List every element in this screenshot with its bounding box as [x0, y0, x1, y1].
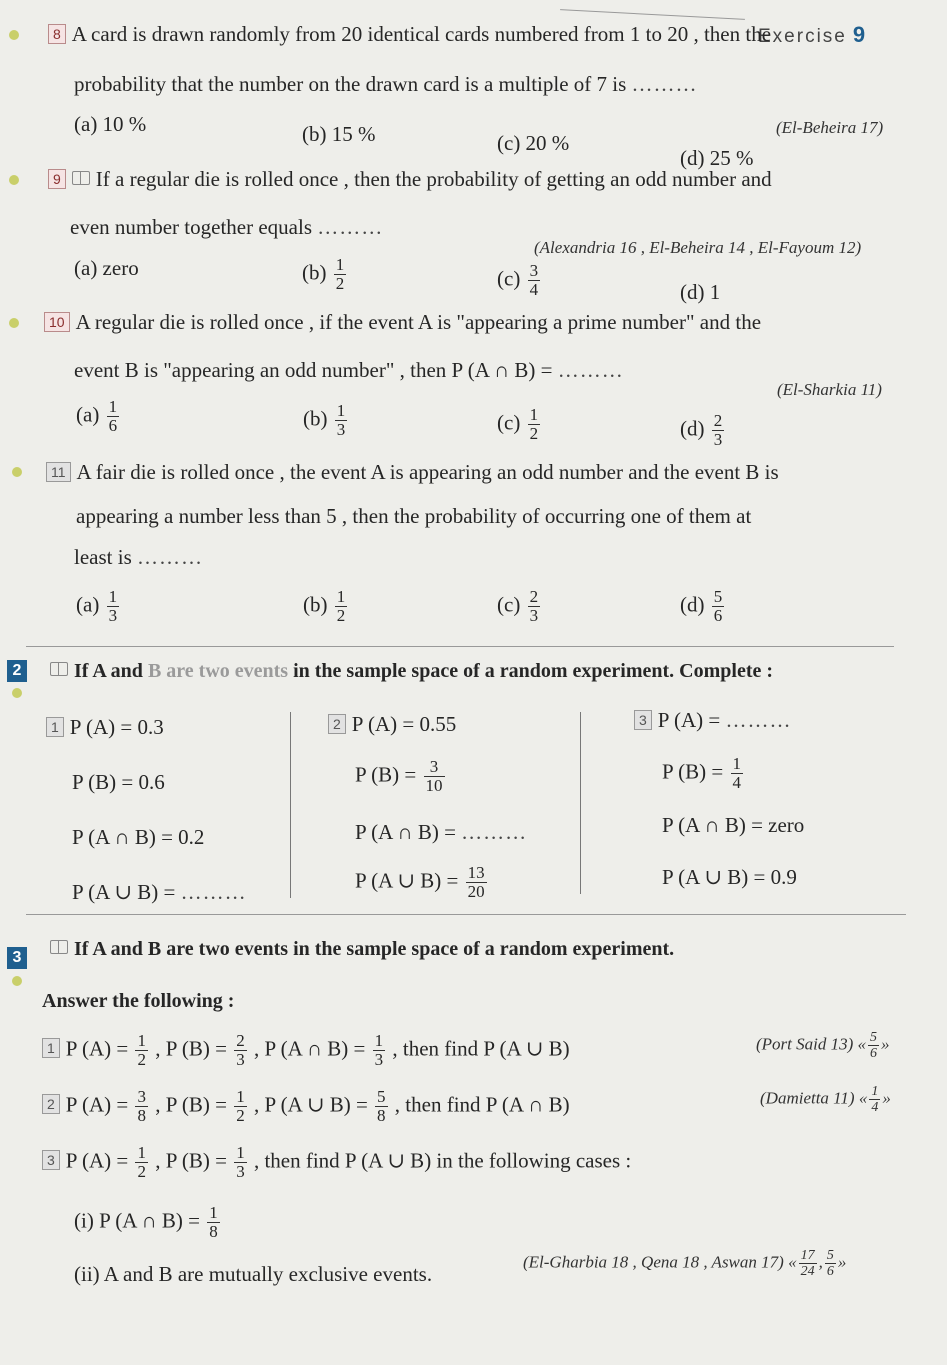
- section-divider: [26, 646, 894, 647]
- option-a: (a) $\frac{1}{6}$: [76, 397, 118, 435]
- section-number: 3: [7, 947, 27, 969]
- option-d: (d) 1: [680, 280, 721, 304]
- source-citation: (El-Sharkia 11): [777, 380, 882, 399]
- q11-line3: least is ………: [74, 545, 203, 569]
- header-rule: [560, 9, 745, 20]
- question-number: 10: [44, 312, 70, 332]
- s2-c2-pab: P (A ∩ B) = ………: [355, 820, 528, 844]
- s2-c1-pab: P (A ∩ B) = 0.2: [72, 825, 205, 849]
- s3-problem-2: 2 P (A) = $\frac{3}{8}$ , P (B) = $\frac{1}{2}$ , P (A ∪ B) = $\frac{5}{8}$ , then find P (A ∩ B): [42, 1088, 570, 1125]
- book-icon: [72, 171, 90, 185]
- item-number: 2: [328, 714, 346, 734]
- s2-c2-pa: 2 P (A) = 0.55: [328, 712, 456, 737]
- section-2-title: If A and B are two events in the sample space of a random experiment. Complete :: [50, 660, 773, 683]
- q8-line2: probability that the number on the drawn card is a multiple of 7 is ………: [74, 72, 698, 96]
- source-citation: (Alexandria 16 , El-Beheira 14 , El-Fayoum 12): [534, 238, 862, 257]
- s3-p2-source: (Damietta 11) « $\frac{1}{4}$ »: [760, 1084, 891, 1115]
- q9-line1: 9 If a regular die is rolled once , then the probability of getting an odd number and: [48, 167, 772, 192]
- exercise-label: Exercise: [758, 26, 847, 47]
- option-c: (c) $\frac{2}{3}$: [497, 587, 539, 625]
- answer-blank: ………: [461, 820, 528, 844]
- column-divider: [580, 712, 581, 894]
- q8-line1: 8 A card is drawn randomly from 20 identical cards numbered from 1 to 20 , then the: [48, 22, 771, 47]
- bullet-dot: [12, 467, 22, 477]
- bullet-dot: [9, 318, 19, 328]
- s3-p3-case-i: (i) P (A ∩ B) = $\frac{1}{8}$: [74, 1203, 218, 1241]
- item-number: 3: [634, 710, 652, 730]
- exercise-heading: [758, 22, 867, 48]
- s2-c2-pb: P (B) = $\frac{3}{10}$: [355, 757, 443, 795]
- book-icon: [50, 940, 68, 954]
- s3-problem-1: 1 P (A) = $\frac{1}{2}$ , P (B) = $\frac{2}{3}$ , P (A ∩ B) = $\frac{1}{3}$ , then find P (A ∪ B): [42, 1032, 570, 1069]
- question-number: 8: [48, 24, 66, 44]
- option-b: (b) 15 %: [302, 122, 376, 146]
- option-b: (b) $\frac{1}{2}$: [302, 255, 345, 293]
- column-divider: [290, 712, 291, 898]
- s2-c2-pub: P (A ∪ B) = $\frac{13}{20}$: [355, 863, 485, 901]
- s3-p1-source: (Port Said 13) « $\frac{5}{6}$ »: [756, 1030, 890, 1061]
- s2-c3-pa: 3 P (A) = ………: [634, 708, 791, 733]
- option-d: (d) $\frac{2}{3}$: [680, 411, 723, 449]
- option-b: (b) $\frac{1}{3}$: [303, 401, 346, 439]
- s2-c3-pab: P (A ∩ B) = zero: [662, 813, 805, 837]
- answer-blank: ………: [631, 72, 698, 96]
- question-number: 11: [46, 462, 71, 482]
- item-number: 3: [42, 1150, 60, 1170]
- s2-c1-pub: P (A ∪ B) = ………: [72, 880, 247, 904]
- item-number: 1: [42, 1038, 60, 1058]
- option-d: (d) $\frac{5}{6}$: [680, 587, 723, 625]
- section-3-title: If A and B are two events in the sample space of a random experiment.: [50, 938, 674, 961]
- s3-p3-source: (El-Gharbia 18 , Qena 18 , Aswan 17) « $\frac{17}{24}$ , $\frac{5}{6}$ »: [523, 1248, 847, 1279]
- q11-line2: appearing a number less than 5 , then the probability of occurring one of them at: [76, 504, 752, 528]
- option-c: (c) $\frac{1}{2}$: [497, 405, 539, 443]
- question-number: 9: [48, 169, 66, 189]
- section-divider: [26, 914, 906, 915]
- answer-blank: ………: [137, 545, 203, 569]
- section-3-subtitle: Answer the following :: [42, 990, 235, 1012]
- option-a: (a) zero: [74, 256, 139, 280]
- exercise-number: 9: [852, 22, 868, 47]
- answer-blank: ………: [557, 358, 624, 382]
- item-number: 1: [46, 717, 64, 737]
- s2-c3-pb: P (B) = $\frac{1}{4}$: [662, 754, 741, 792]
- bullet-dot: [12, 976, 22, 986]
- source-citation: (El-Beheira 17): [776, 118, 884, 137]
- answer-blank: ………: [725, 708, 792, 732]
- q10-line1: 10 A regular die is rolled once , if the event A is "appearing a prime number" and the: [44, 310, 761, 335]
- bullet-dot: [12, 688, 22, 698]
- s2-c3-pub: P (A ∪ B) = 0.9: [662, 865, 797, 889]
- s3-p3-case-ii: (ii) A and B are mutually exclusive events.: [74, 1262, 433, 1286]
- item-number: 2: [42, 1094, 60, 1114]
- q9-line2: even number together equals ………: [70, 215, 384, 239]
- bullet-dot: [9, 175, 19, 185]
- q11-line1: 11 A fair die is rolled once , the event A is appearing an odd number and the event B is: [46, 460, 779, 485]
- answer-blank: ………: [317, 215, 384, 239]
- section-number: 2: [7, 660, 27, 682]
- option-a: (a) 10 %: [74, 112, 147, 136]
- option-c: (c) $\frac{3}{4}$: [497, 261, 539, 299]
- book-icon: [50, 662, 68, 676]
- s2-c1-pb: P (B) = 0.6: [72, 770, 165, 794]
- q10-line2: event B is "appearing an odd number" , then P (A ∩ B) = ………: [74, 358, 624, 382]
- answer-blank: ………: [180, 880, 247, 904]
- option-c: (c) 20 %: [497, 131, 570, 155]
- bullet-dot: [9, 30, 19, 40]
- option-b: (b) $\frac{1}{2}$: [303, 587, 346, 625]
- option-a: (a) $\frac{1}{3}$: [76, 587, 118, 625]
- s2-c1-pa: 1 P (A) = 0.3: [46, 715, 164, 740]
- s3-problem-3: 3 P (A) = $\frac{1}{2}$ , P (B) = $\frac{1}{3}$ , then find P (A ∪ B) in the following cases :: [42, 1144, 631, 1181]
- option-d: (d) 25 %: [680, 146, 754, 170]
